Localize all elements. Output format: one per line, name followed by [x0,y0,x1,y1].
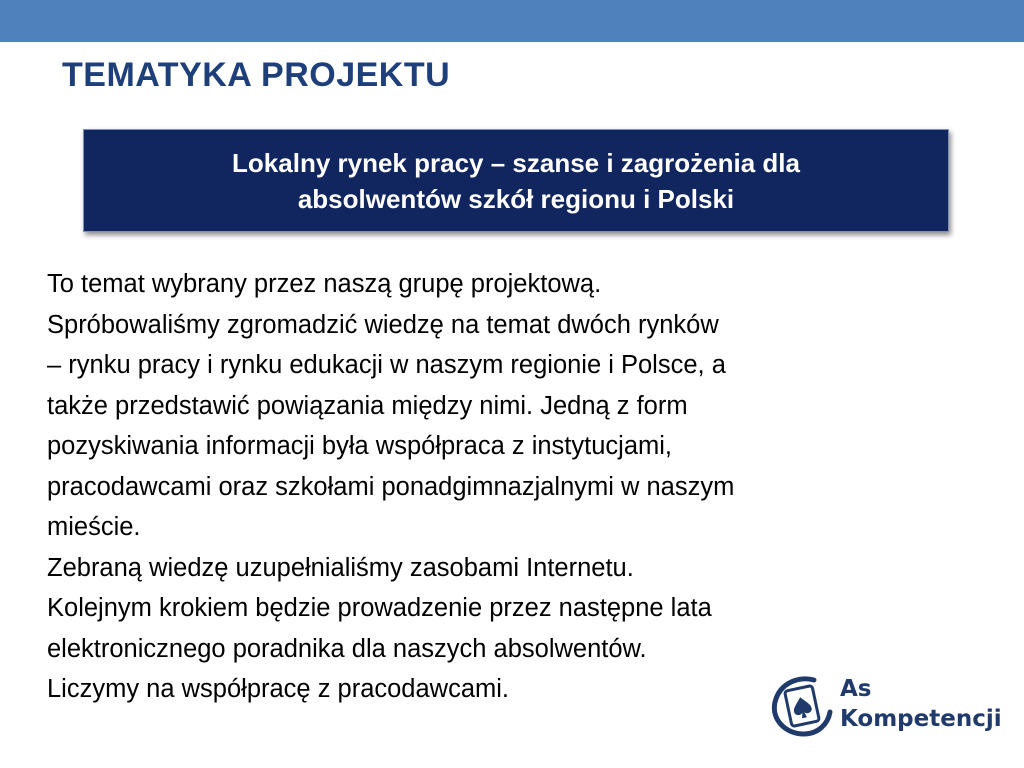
body-text [47,264,987,710]
body-line: – rynku pracy i rynku edukacji w naszym regionie i Polsce, a [47,351,726,379]
logo-text-kompetencji: Kompetencji [840,706,1002,732]
slide-title: TEMATYKA PROJEKTU [62,56,451,94]
body-line: także przedstawić powiązania między nimi. Jedną z form [47,391,688,420]
banner-line-1: Lokalny rynek pracy – szanse i zagrożenia dla [232,147,800,178]
body-line: pozyskiwania informacji była współpraca z instytucjami, [47,432,672,460]
logo-text-as: As [840,676,872,702]
as-kompetencji-logo [770,672,1000,742]
topic-banner [83,129,949,232]
banner-line-2: absolwentów szkół regionu i Polski [297,183,735,214]
top-accent-bar [0,0,1024,42]
body-line: Zebraną wiedzę uzupełnialiśmy zasobami Internetu. [47,553,634,582]
body-line: Kolejnym krokiem będzie prowadzenie przez następne lata [47,594,712,622]
body-line: Liczymy na współpracę z pracodawcami. [47,675,510,703]
spade-card-icon [770,672,834,738]
body-line: Spróbowaliśmy zgromadzić wiedzę na temat dwóch rynków [47,310,719,339]
body-line: mieście. [47,513,141,541]
banner-text [126,145,906,217]
body-line: To temat wybrany przez naszą grupę projektową. [47,270,602,298]
body-line: pracodawcami oraz szkołami ponadgimnazjalnymi w naszym [47,472,735,501]
body-line: elektronicznego poradnika dla naszych absolwentów. [47,634,647,663]
